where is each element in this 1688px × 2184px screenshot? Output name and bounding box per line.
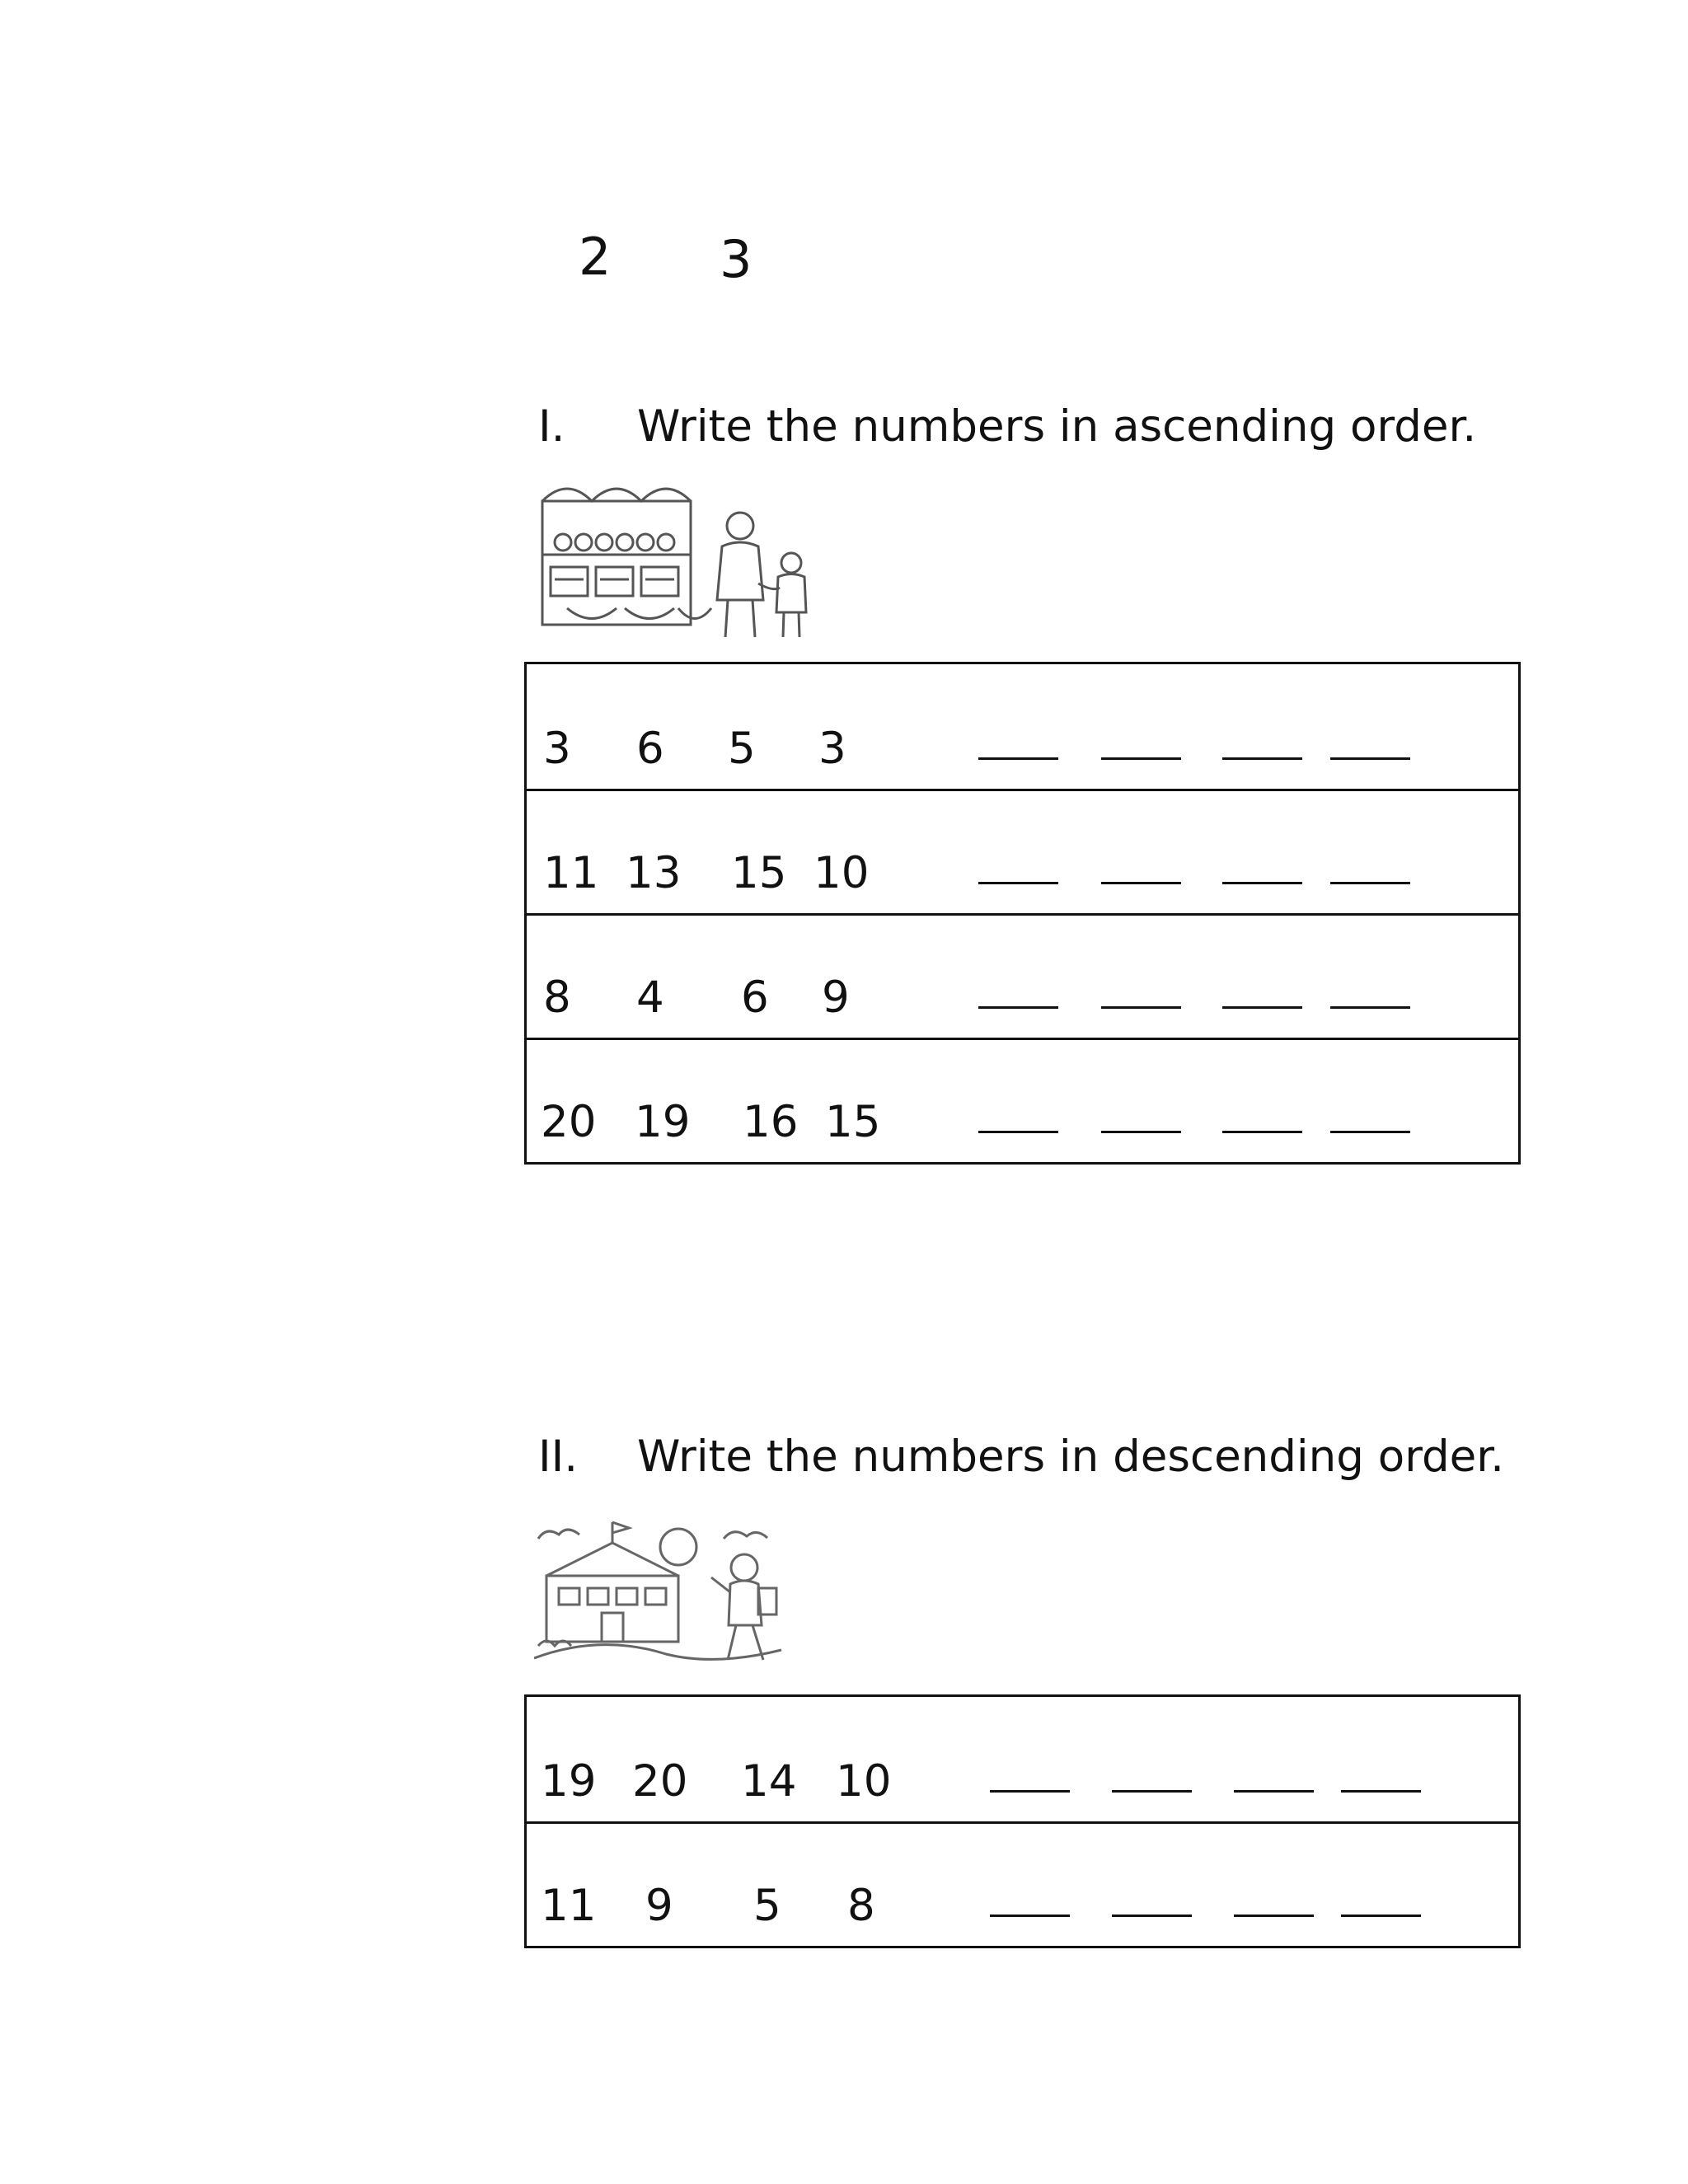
row-number: 3 <box>543 724 571 774</box>
market-stall-illustration <box>534 476 818 641</box>
section-1-numeral: I. <box>538 401 565 452</box>
row-number: 9 <box>822 972 850 1023</box>
answer-blank[interactable] <box>1234 1915 1314 1917</box>
descending-exercise-table <box>524 1694 1521 1948</box>
row-number: 11 <box>543 848 599 898</box>
answer-blank[interactable] <box>1101 882 1181 884</box>
ascending-row-4 <box>527 1038 1518 1162</box>
row-number: 5 <box>753 1881 781 1931</box>
answer-blank[interactable] <box>1330 882 1410 884</box>
answer-blank[interactable] <box>1341 1790 1421 1793</box>
answer-blank[interactable] <box>990 1790 1070 1793</box>
answer-blank[interactable] <box>1222 1131 1302 1133</box>
row-number: 20 <box>541 1097 597 1147</box>
row-number: 6 <box>636 724 664 774</box>
header-number-1: 2 <box>579 227 612 287</box>
row-number: 6 <box>741 972 769 1023</box>
answer-blank[interactable] <box>1234 1790 1314 1793</box>
row-number: 15 <box>731 848 787 898</box>
answer-blank[interactable] <box>1112 1915 1192 1917</box>
answer-blank[interactable] <box>1222 757 1302 760</box>
descending-row-1 <box>527 1697 1518 1821</box>
ascending-exercise-table <box>524 662 1521 1165</box>
row-number: 5 <box>728 724 756 774</box>
answer-blank[interactable] <box>978 1006 1058 1009</box>
section-2-heading <box>538 1432 1505 1482</box>
answer-blank[interactable] <box>1101 757 1181 760</box>
row-number: 13 <box>626 848 682 898</box>
row-number: 10 <box>836 1756 892 1807</box>
row-number: 14 <box>741 1756 797 1807</box>
row-number: 3 <box>818 724 846 774</box>
answer-blank[interactable] <box>1101 1131 1181 1133</box>
row-number: 4 <box>636 972 664 1023</box>
answer-blank[interactable] <box>978 882 1058 884</box>
answer-blank[interactable] <box>978 757 1058 760</box>
section-1-instruction: Write the numbers in ascending order. <box>637 401 1477 452</box>
school-walk-illustration <box>534 1518 794 1666</box>
row-number: 10 <box>814 848 870 898</box>
row-number: 9 <box>645 1881 673 1931</box>
row-number: 11 <box>541 1881 597 1931</box>
section-1-heading <box>538 401 1477 452</box>
ascending-row-2 <box>527 789 1518 913</box>
row-number: 20 <box>632 1756 688 1807</box>
descending-row-2 <box>527 1821 1518 1946</box>
answer-blank[interactable] <box>978 1131 1058 1133</box>
answer-blank[interactable] <box>1330 1131 1410 1133</box>
ascending-row-3 <box>527 913 1518 1038</box>
section-2-instruction: Write the numbers in descending order. <box>637 1432 1505 1482</box>
header-number-2: 3 <box>720 229 753 289</box>
answer-blank[interactable] <box>1222 882 1302 884</box>
answer-blank[interactable] <box>1341 1915 1421 1917</box>
row-number: 8 <box>847 1881 875 1931</box>
row-number: 15 <box>825 1097 881 1147</box>
row-number: 8 <box>543 972 571 1023</box>
row-number: 19 <box>635 1097 691 1147</box>
answer-blank[interactable] <box>1222 1006 1302 1009</box>
answer-blank[interactable] <box>1101 1006 1181 1009</box>
answer-blank[interactable] <box>1330 757 1410 760</box>
answer-blank[interactable] <box>1112 1790 1192 1793</box>
row-number: 19 <box>541 1756 597 1807</box>
ascending-row-1 <box>527 664 1518 789</box>
row-number: 16 <box>743 1097 799 1147</box>
answer-blank[interactable] <box>1330 1006 1410 1009</box>
answer-blank[interactable] <box>990 1915 1070 1917</box>
section-2-numeral: II. <box>538 1432 579 1482</box>
